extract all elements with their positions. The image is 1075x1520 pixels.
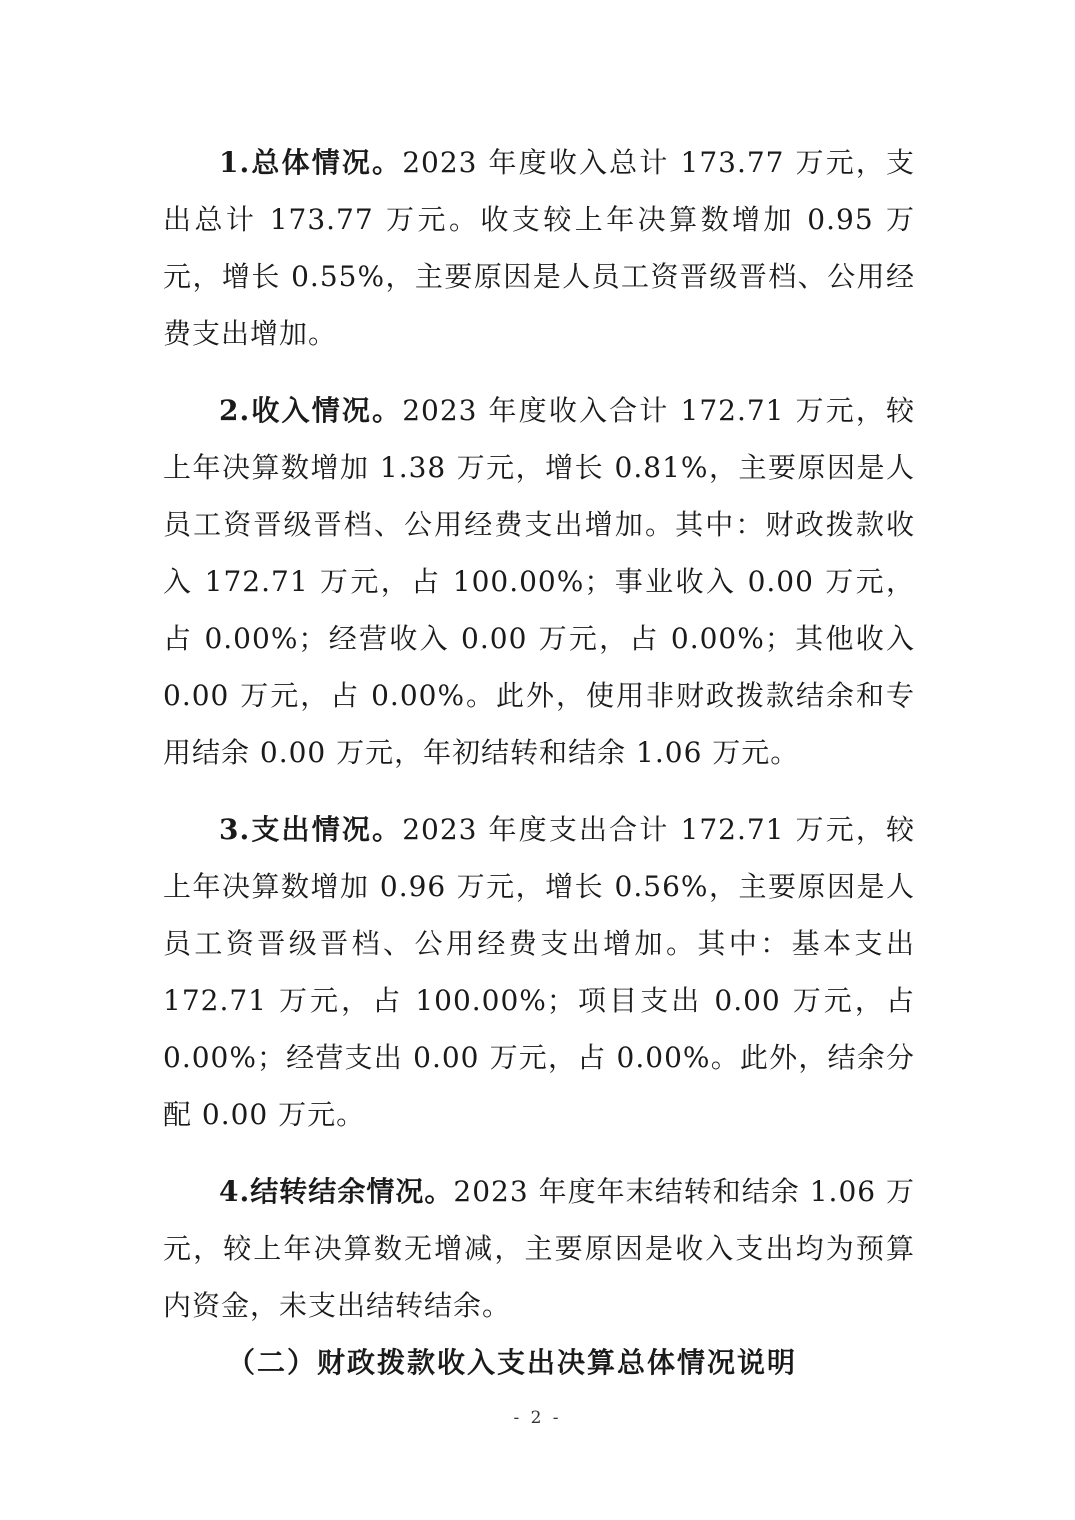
section-carryover [163, 1163, 915, 1334]
section-carryover-text: 2023 年度年末结转和结余 1.06 万元，较上年决算数无增减，主要原因是收入支出均为预算内资金，未支出结转结余。 [163, 1175, 915, 1322]
section-income-heading: 2.收入情况。 [219, 394, 403, 427]
section-overall-text: 2023 年度收入总计 173.77 万元，支出总计 173.77 万元。收支较上年决算数增加 0.95 万元，增长 0.55%，主要原因是人员工资晋级晋档、公用经费支出增加。 [163, 146, 916, 350]
section-expenditure-heading: 3.支出情况。 [219, 813, 403, 846]
page-number: - 2 - [513, 1408, 562, 1428]
subsection-heading: （二）财政拨款收入支出决算总体情况说明 [227, 1346, 798, 1379]
section-carryover-heading: 4.结转结余情况。 [219, 1175, 454, 1208]
section-overall [163, 134, 915, 362]
section-income [163, 382, 915, 781]
section-expenditure-text: 2023 年度支出合计 172.71 万元，较上年决算数增加 0.96 万元，增长 0.56%，主要原因是人员工资晋级晋档、公用经费支出增加。其中：基本支出 172.71 万元，占 100.00%；项目支出 0.00 万元，占 0.00%；经营支出 0.00 万元，占 0.00%。此外，结余分配 0.00 万元。 [163, 813, 916, 1131]
section-expenditure [163, 801, 915, 1143]
section-overall-heading: 1.总体情况。 [219, 146, 403, 179]
document-body [163, 134, 915, 1391]
section-income-text: 2023 年度收入合计 172.71 万元，较上年决算数增加 1.38 万元，增长 0.81%，主要原因是人员工资晋级晋档、公用经费支出增加。其中：财政拨款收入 172.71 万元，占 100.00%；事业收入 0.00 万元，占 0.00%；经营收入 0.00 万元，占 0.00%；其他收入 0.00 万元，占 0.00%。此外，使用非财政拨款结余和专用结余 0.00 万元，年初结转和结余 1.06 万元。 [163, 394, 916, 769]
